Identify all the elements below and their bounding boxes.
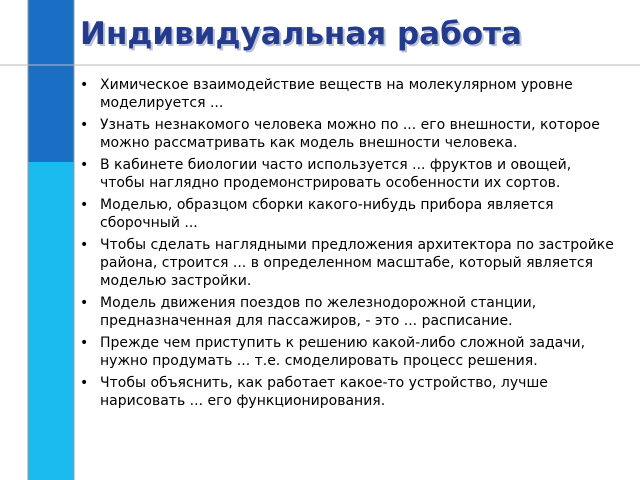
bullet-icon: • [80,237,89,253]
bullet-icon: • [80,117,89,133]
list-item-text: Химическое взаимодействие веществ на молекулярном уровне моделируется ... [100,77,573,111]
bullet-icon: • [80,335,89,351]
list-item [76,76,616,112]
list-item [76,294,616,330]
slide-title: Индивидуальная работа [80,16,522,52]
list-item-text: Прежде чем приступить к решению какой-либо сложной задачи, нужно продумать ... т.е. смоделировать процесс решения. [100,335,586,369]
sidebar-decoration-top [28,0,74,162]
list-item-text: В кабинете биологии часто используется ... фруктов и овощей, чтобы наглядно продемонстрировать особенности их сортов. [100,157,572,191]
list-item-text: Моделью, образцом сборки какого-нибудь прибора является сборочный ... [100,197,554,231]
list-item [76,374,616,410]
bullet-icon: • [80,295,89,311]
list-item-text: Чтобы объяснить, как работает какое-то устройство, лучше нарисовать ... его функционирования. [100,375,548,409]
bullet-icon: • [80,197,89,213]
list-item-text: Чтобы сделать наглядными предложения архитектора по застройке района, строится ... в определенном масштабе, который является моделью застройки. [100,237,614,289]
list-item-text: Узнать незнакомого человека можно по ... его внешности, которое можно рассматривать как модель внешности человека. [100,117,600,151]
task-list [76,76,616,414]
bullet-icon: • [80,375,89,391]
bullet-icon: • [80,157,89,173]
list-item [76,156,616,192]
list-item-text: Модель движения поездов по железнодорожной станции, предназначенная для пассажиров, - это ... расписание. [100,295,537,329]
list-item [76,334,616,370]
bullet-icon: • [80,77,89,93]
list-item [76,116,616,152]
list-item [76,196,616,232]
list-item [76,236,616,290]
